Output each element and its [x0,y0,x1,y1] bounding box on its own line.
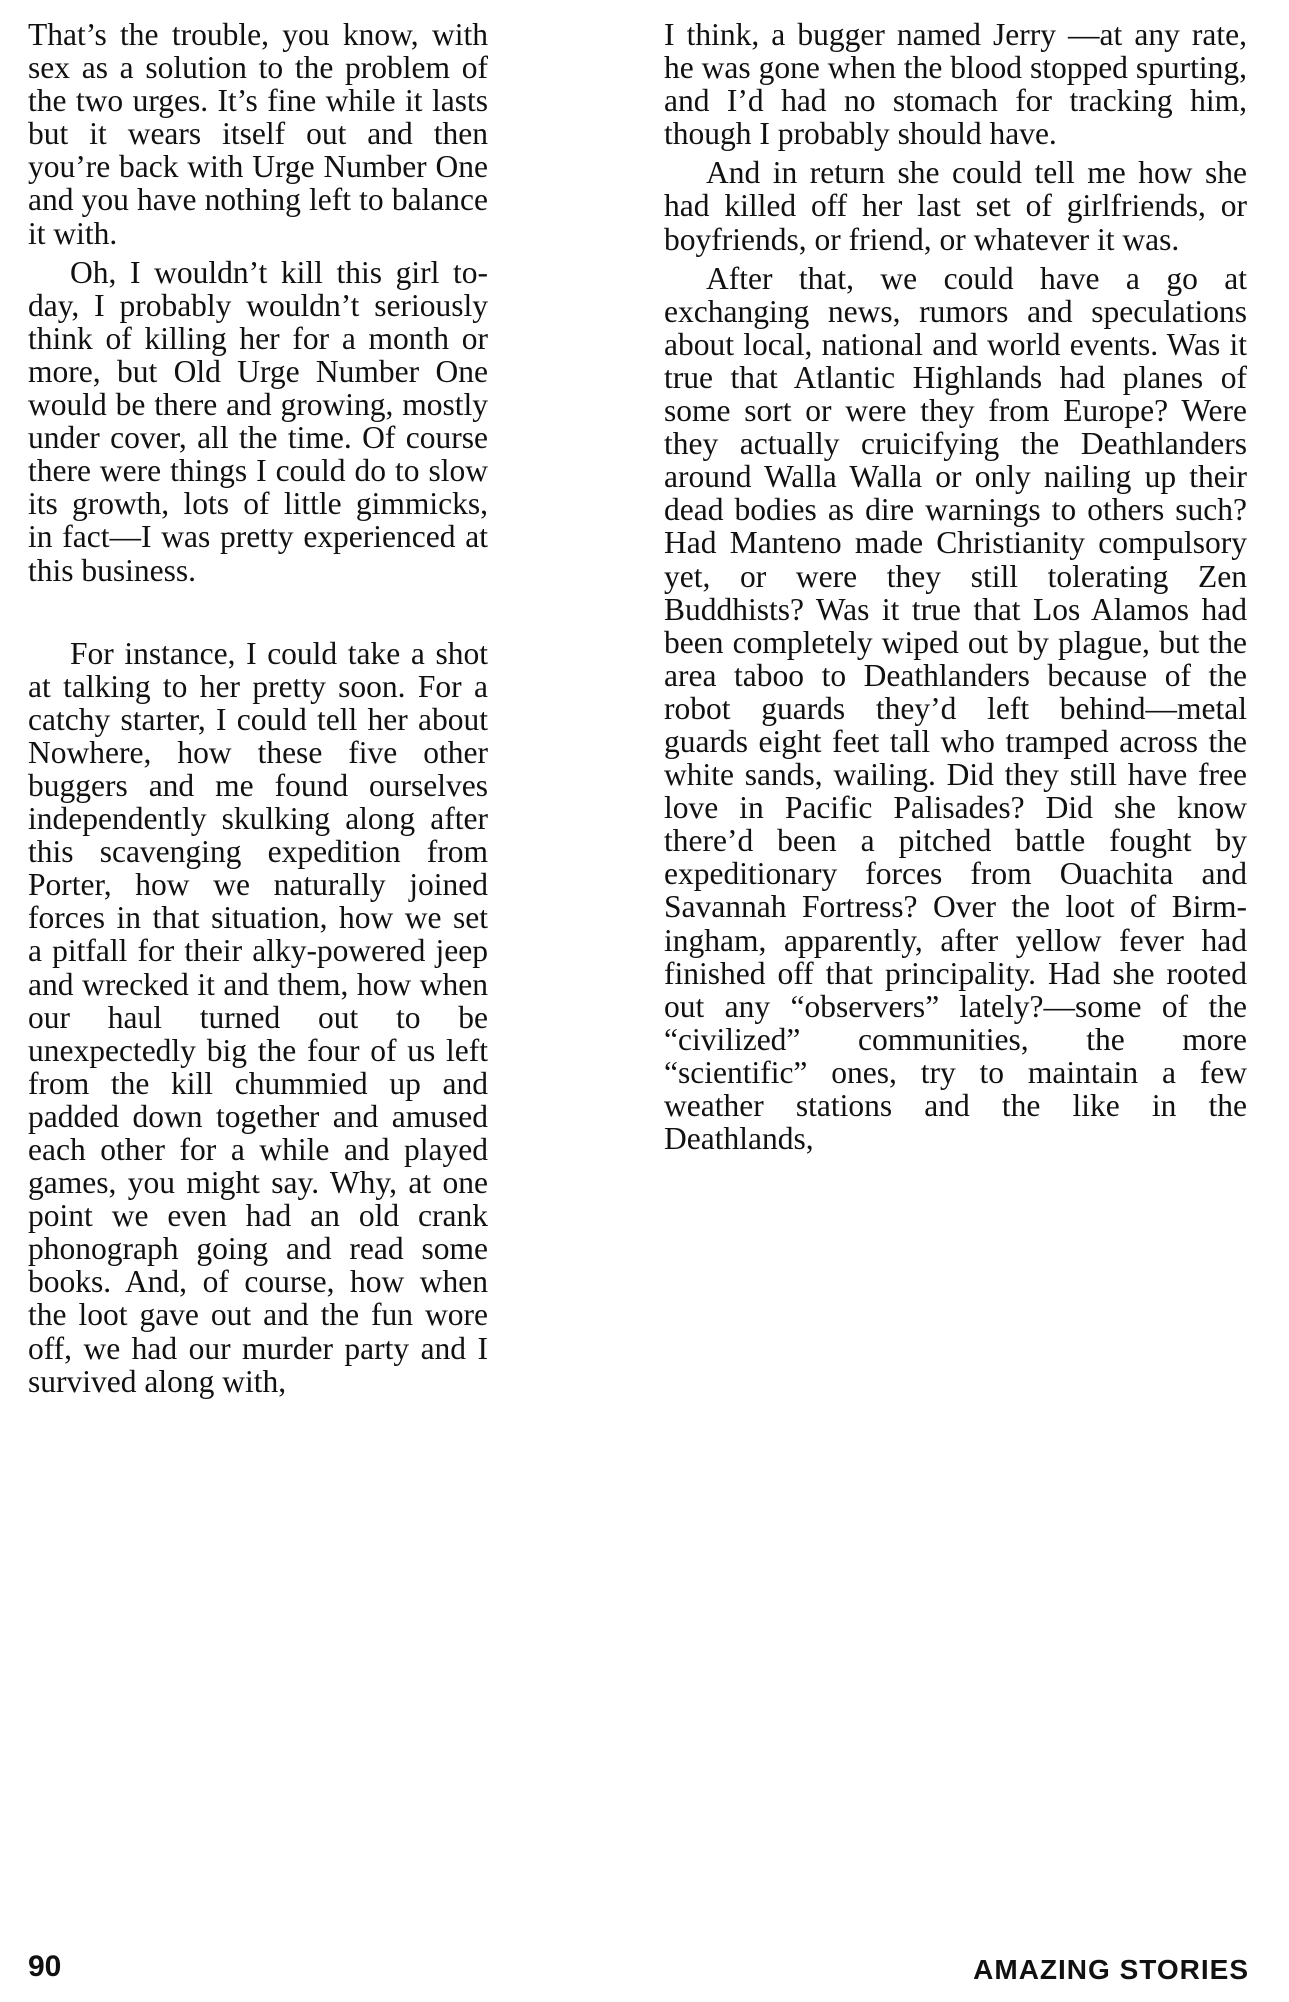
left-column [28,18,488,1404]
right-column [664,18,1247,1161]
paragraph: For instance, I could take a shot at talking to her pretty soon. For a catchy starter, I could tell her about Nowhere, how these five other buggers and me found ourselves independently skulking along after this scavenging expedition from Porter, how we naturally joined forces in that situation, how we set a pitfall for their alky-powered jeep and wrecked it and them, how when our haul turned out to be unexpectedly big the four of us left from the kill chummied up and padded down together and amused each other for a while and played games, you might say. Why, at one point we even had an old crank phonograph going and read some books. And, of course, how when the loot gave out and the fun wore off, we had our murder party and I survived along with, [28,635,488,1399]
paragraph: That’s the trouble, you know, with sex as a solution to the problem of the two urges. It’s fine while it lasts but it wears itself out and then you’re back with Urge Number One and you have nothing left to balance it with. [28,17,488,251]
running-footer-title: AMAZING STORIES [973,1954,1249,1985]
paragraph: After that, we could have a go at exchanging news, rumors and speculations about local, national and world events. Was it true that Atlantic Highlands had planes of some sort or were they from Europe? Were they actually cruicifying the Deathlanders around Walla Walla or only nailing up their dead bodies as dire warnings to others such? Had Manteno made Christianity compulsory yet, or were they still tolerating Zen Buddhists? Was it true that Los Alamos had been completely wiped out by plague, but the area taboo to Deathlanders because of the robot guards they’d left behind—metal guards eight feet tall who tramped across the white sands, wailing. Did they still have free love in Pacific Palisades? Did she know there’d been a pitched battle fought by expeditionary forces from Ouachita and Savannah Fortress? Over the loot of Birmingham, apparently, after yellow fever had finished off that principality. Had she rooted out any “observers” lately?—some of the “civilized” communities, the more “scientific” ones, try to maintain a few weather stations and the like in the Deathlands, [664,260,1247,1157]
paragraph: I think, a bugger named Jerry —at any rate, he was gone when the blood stopped spurting, and I’d had no stomach for tracking him, though I probably should have. [664,17,1247,152]
paragraph: And in return she could tell me how she had killed off her last set of girlfriends, or boyfriends, or friend, or whatever it was. [664,155,1247,257]
paragraph: Oh, I wouldn’t kill this girl today, I probably wouldn’t seriously think of killing her for a month or more, but Old Urge Number One would be there and growing, mostly under cover, all the time. Of course there were things I could do to slow its growth, lots of little gimmicks, in fact—I was pretty experienced at this business. [28,254,488,588]
page-number: 90 [28,1950,62,1983]
